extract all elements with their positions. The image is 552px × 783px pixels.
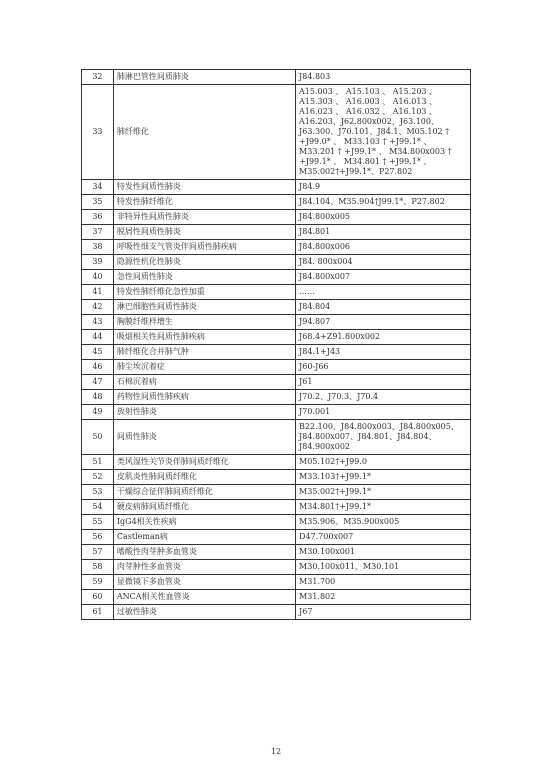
icd-code-cell: M30.100x001 [296, 545, 471, 560]
icd-code-cell: M35.002†+J99.1* [296, 485, 471, 500]
row-number-cell: 58 [82, 560, 114, 575]
table-row [82, 560, 471, 575]
row-number-cell: 42 [82, 300, 114, 315]
icd-code-cell: J84.104、M35.904†J99.1*、P27.802 [296, 195, 471, 210]
table-row [82, 225, 471, 240]
disease-name-cell: 胸膜纤维样增生 [113, 315, 295, 330]
disease-name-cell: 类风湿性关节炎伴肺间质纤维化 [113, 455, 295, 470]
table-row [82, 255, 471, 270]
icd-code-cell: J84.800x007 [296, 270, 471, 285]
disease-name-cell: 放射性肺炎 [113, 405, 295, 420]
disease-name-cell: 肺纤维化合并肺气肿 [113, 345, 295, 360]
icd-code-cell: M33.103†+J99.1* [296, 470, 471, 485]
icd-code-cell: J84.800x005 [296, 210, 471, 225]
icd-code-cell: J84.801 [296, 225, 471, 240]
table-row [82, 500, 471, 515]
row-number-cell: 37 [82, 225, 114, 240]
table-row [82, 515, 471, 530]
row-number-cell: 38 [82, 240, 114, 255]
icd-code-cell: A15.003 、 A15.103 、 A15.203 、 A15.303 、 A16.003 、 A16.013 、 A16.023 、 A16.032 、 A16.103 、 A16.203、J62.800x002、J63.100、J63.300、J70.101、J84.1、M05.102 † +J99.0* 、 M33.103 † +J99.1* 、 M33.201 † +J99.1* 、 M34.800x003 † +J99.1* 、 M34.801 † +J99.1* 、 M35.002†+J99.1*、P27.802 [296, 85, 471, 180]
table-row [82, 470, 471, 485]
table-row [82, 545, 471, 560]
disease-code-table [81, 69, 471, 620]
disease-name-cell: 皮肌炎性肺间质纤维化 [113, 470, 295, 485]
icd-code-cell: J94.807 [296, 315, 471, 330]
disease-name-cell: 急性间质性肺炎 [113, 270, 295, 285]
row-number-cell: 41 [82, 285, 114, 300]
table-row [82, 330, 471, 345]
table-row [82, 70, 471, 85]
disease-name-cell: ANCA相关性血管炎 [113, 590, 295, 605]
disease-name-cell: 特发性间质性肺炎 [113, 180, 295, 195]
page-number: 12 [270, 747, 282, 756]
row-number-cell: 54 [82, 500, 114, 515]
icd-code-cell: D47.700x007 [296, 530, 471, 545]
table-row [82, 210, 471, 225]
icd-code-cell: …… [296, 285, 471, 300]
row-number-cell: 57 [82, 545, 114, 560]
disease-name-cell: IgG4相关性疾病 [113, 515, 295, 530]
disease-name-cell: 隐源性机化性肺炎 [113, 255, 295, 270]
icd-code-cell: M05.102†+J99.0 [296, 455, 471, 470]
disease-name-cell: 硬皮病肺间质纤维化 [113, 500, 295, 515]
table-row [82, 605, 471, 620]
table-row [82, 405, 471, 420]
table-row [82, 575, 471, 590]
icd-code-cell: M31.802 [296, 590, 471, 605]
row-number-cell: 51 [82, 455, 114, 470]
row-number-cell: 52 [82, 470, 114, 485]
row-number-cell: 34 [82, 180, 114, 195]
icd-code-cell: J70.2、J70.3、J70.4 [296, 390, 471, 405]
row-number-cell: 59 [82, 575, 114, 590]
row-number-cell: 33 [82, 85, 114, 180]
icd-code-cell: M34.801†+J99.1* [296, 500, 471, 515]
row-number-cell: 44 [82, 330, 114, 345]
table-row [82, 195, 471, 210]
disease-name-cell: 石棉沉着病 [113, 375, 295, 390]
icd-code-cell: J68.4+Z91.800x002 [296, 330, 471, 345]
disease-name-cell: 嗜酸性肉芽肿多血管炎 [113, 545, 295, 560]
disease-name-cell: 干燥综合征伴肺间质纤维化 [113, 485, 295, 500]
icd-code-cell: J84.804 [296, 300, 471, 315]
row-number-cell: 47 [82, 375, 114, 390]
icd-code-cell: J84.1+J43 [296, 345, 471, 360]
icd-code-cell: J67 [296, 605, 471, 620]
table-row [82, 345, 471, 360]
table-row [82, 240, 471, 255]
row-number-cell: 46 [82, 360, 114, 375]
table-body [82, 70, 471, 620]
disease-name-cell: 非特异性间质性肺炎 [113, 210, 295, 225]
disease-name-cell: 药物性间质性肺疾病 [113, 390, 295, 405]
table-row [82, 85, 471, 180]
disease-name-cell: 间质性肺炎 [113, 420, 295, 455]
row-number-cell: 36 [82, 210, 114, 225]
icd-code-cell: J70.001 [296, 405, 471, 420]
table-row [82, 360, 471, 375]
row-number-cell: 53 [82, 485, 114, 500]
disease-name-cell: 淋巴细胞性间质性肺炎 [113, 300, 295, 315]
disease-name-cell: 肉芽肿性多血管炎 [113, 560, 295, 575]
disease-name-cell: 显微镜下多血管炎 [113, 575, 295, 590]
icd-code-cell: B22.100、J84.800x003、J84.800x005、J84.800x007、J84.801、J84.804、J84.900x002 [296, 420, 471, 455]
table-row [82, 530, 471, 545]
row-number-cell: 45 [82, 345, 114, 360]
table-row [82, 315, 471, 330]
table-row [82, 285, 471, 300]
disease-name-cell: 肺纤维化 [113, 85, 295, 180]
table-row [82, 485, 471, 500]
icd-code-cell: J84.803 [296, 70, 471, 85]
icd-code-cell: J61 [296, 375, 471, 390]
icd-code-cell: M35.906、M35.900x005 [296, 515, 471, 530]
row-number-cell: 35 [82, 195, 114, 210]
row-number-cell: 56 [82, 530, 114, 545]
table-row [82, 590, 471, 605]
row-number-cell: 43 [82, 315, 114, 330]
icd-code-cell: J84.9 [296, 180, 471, 195]
disease-name-cell: 过敏性肺炎 [113, 605, 295, 620]
table-row [82, 180, 471, 195]
row-number-cell: 40 [82, 270, 114, 285]
table-row [82, 375, 471, 390]
row-number-cell: 49 [82, 405, 114, 420]
row-number-cell: 32 [82, 70, 114, 85]
table-row [82, 300, 471, 315]
icd-code-cell: M30.100x011、M30.101 [296, 560, 471, 575]
row-number-cell: 61 [82, 605, 114, 620]
icd-code-cell: M31.700 [296, 575, 471, 590]
disease-name-cell: 吸烟相关性间质性肺疾病 [113, 330, 295, 345]
disease-name-cell: Castleman病 [113, 530, 295, 545]
disease-name-cell: 肺尘埃沉着症 [113, 360, 295, 375]
table-row [82, 390, 471, 405]
icd-code-cell: J84. 800x004 [296, 255, 471, 270]
row-number-cell: 48 [82, 390, 114, 405]
table-row [82, 270, 471, 285]
disease-name-cell: 呼吸性细支气管炎伴间质性肺疾病 [113, 240, 295, 255]
disease-name-cell: 肺淋巴管性间质肺炎 [113, 70, 295, 85]
disease-name-cell: 特发性肺纤维化急性加重 [113, 285, 295, 300]
table-row [82, 455, 471, 470]
icd-code-cell: J60-J66 [296, 360, 471, 375]
row-number-cell: 55 [82, 515, 114, 530]
disease-name-cell: 特发性肺纤维化 [113, 195, 295, 210]
row-number-cell: 39 [82, 255, 114, 270]
row-number-cell: 60 [82, 590, 114, 605]
disease-name-cell: 脱屑性间质性肺炎 [113, 225, 295, 240]
table-row [82, 420, 471, 455]
icd-code-cell: J84.800x006 [296, 240, 471, 255]
row-number-cell: 50 [82, 420, 114, 455]
